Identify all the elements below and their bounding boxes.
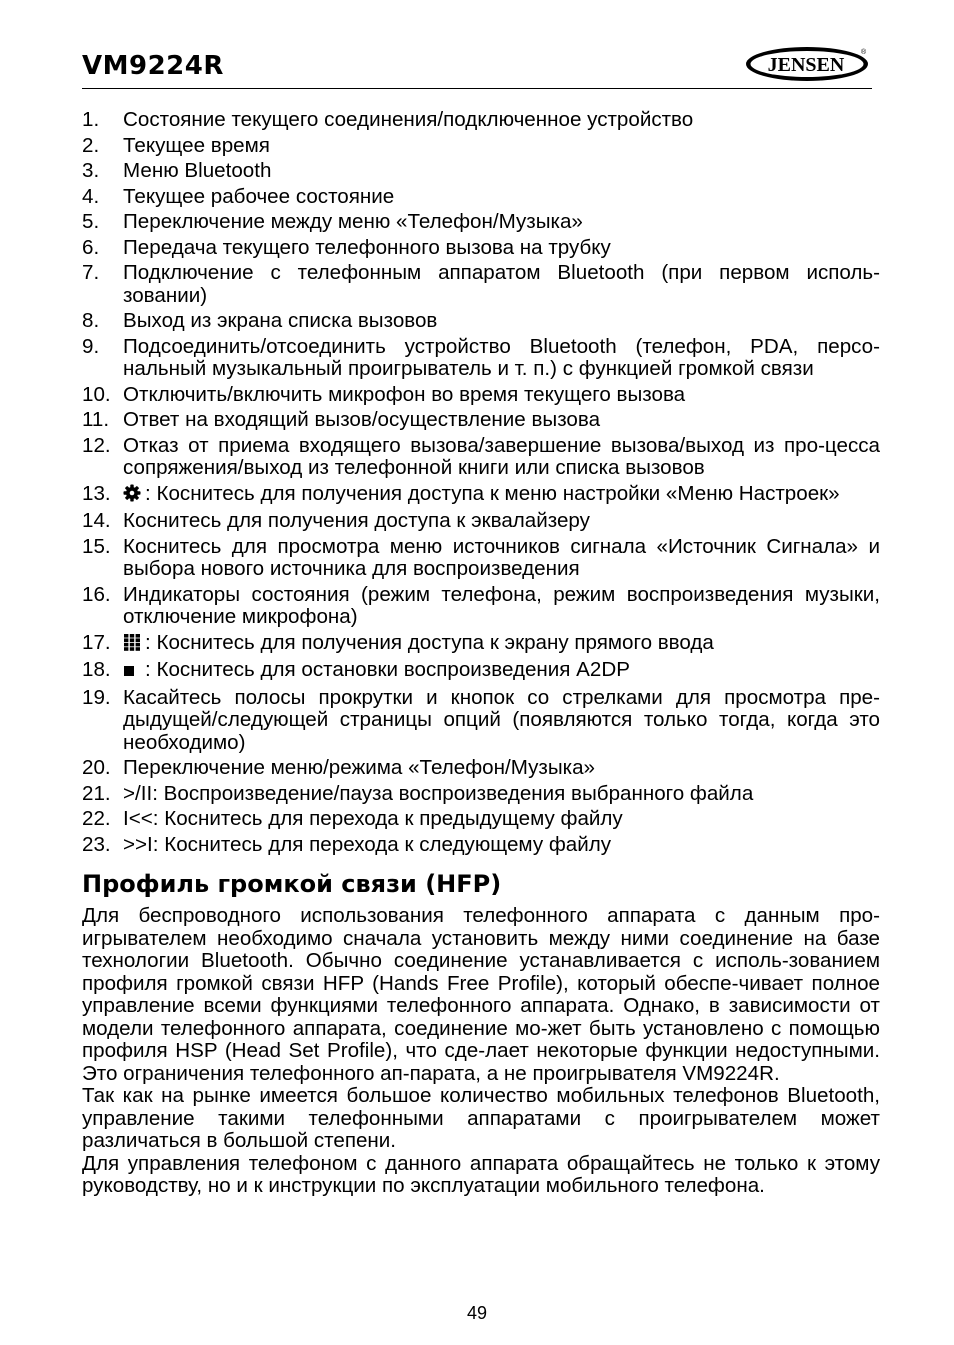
- item-text: Ответ на входящий вызов/осуществление вызова: [123, 408, 601, 431]
- item-number: 5.: [82, 210, 100, 233]
- item-text: Отключить/включить микрофон во время текущего вызова: [123, 382, 686, 406]
- item-text: Выход из экрана списка вызовов: [123, 309, 438, 332]
- item-text: Текущее время: [123, 133, 270, 157]
- list-item: [82, 409, 880, 432]
- feature-list: [82, 109, 880, 859]
- list-item: [82, 659, 880, 684]
- model-name: VM9224R: [82, 51, 224, 81]
- page-number: 49: [466, 1303, 488, 1323]
- list-item: [82, 510, 880, 533]
- logo-registered-mark: ®: [861, 49, 867, 56]
- list-item: [82, 783, 880, 806]
- item-text: Подключение с телефонным аппаратом Bluetooth (при первом исполь-зовании): [123, 261, 880, 307]
- list-item: [82, 808, 880, 831]
- section-body: [82, 905, 880, 1198]
- item-number: 15.: [82, 534, 111, 558]
- list-item: [82, 237, 880, 260]
- item-number: 14.: [82, 509, 111, 532]
- jensen-logo: [744, 44, 872, 84]
- list-item: [82, 584, 880, 629]
- item-text: Меню Bluetooth: [123, 159, 272, 182]
- stop-icon: [123, 661, 141, 684]
- list-item: [82, 336, 880, 381]
- item-text: Текущее рабочее состояние: [123, 184, 395, 208]
- gear-icon: [123, 484, 141, 508]
- item-number: 12.: [82, 433, 111, 457]
- item-text: >/II: Воспроизведение/пауза воспроизведения выбранного файла: [123, 781, 754, 805]
- item-number: 4.: [82, 184, 100, 208]
- section-title: Профиль громкой связи (HFP): [82, 870, 502, 898]
- item-number: 23.: [82, 832, 111, 856]
- item-number: 21.: [82, 781, 111, 805]
- item-text: Касайтесь полосы прокрутки и кнопок со стрелками для просмотра пре-дыдущей/следующей страницы опций (появляются только тогда, когда это необходимо): [123, 685, 880, 754]
- item-number: 6.: [82, 235, 100, 259]
- item-number: 7.: [82, 261, 100, 284]
- item-number: 19.: [82, 685, 111, 709]
- item-number: 17.: [82, 630, 111, 654]
- item-text: Подсоединить/отсоединить устройство Bluetooth (телефон, PDA, персо-нальный музыкальный проигрыватель и т. п.) с функцией громкой связи: [123, 334, 880, 380]
- list-item: [82, 435, 880, 480]
- logo-text: JENSEN: [767, 54, 845, 76]
- item-number: 2.: [82, 133, 100, 157]
- item-number: 13.: [82, 481, 111, 505]
- item-text: >>I: Коснитесь для перехода к следующему файлу: [123, 832, 612, 856]
- item-number: 16.: [82, 582, 111, 606]
- list-item: [82, 109, 880, 132]
- item-text: Передача текущего телефонного вызова на трубку: [123, 235, 611, 259]
- item-text: Индикаторы состояния (режим телефона, режим воспроизведения музыки, отключение микрофона): [123, 582, 880, 628]
- item-number: 18.: [82, 658, 111, 681]
- item-text: Переключение меню/режима «Телефон/Музыка»: [123, 756, 595, 779]
- paragraph: Так как на рынке имеется большое количество мобильных телефонов Bluetooth, управление такими телефонными аппаратами с проигрывателем может различаться в большой степени.: [82, 1084, 880, 1152]
- item-text: Состояние текущего соединения/подключенное устройство: [123, 108, 694, 131]
- item-number: 8.: [82, 309, 100, 332]
- list-item: [82, 310, 880, 333]
- list-item: [82, 483, 880, 508]
- item-text: : Коснитесь для получения доступа к меню настройки «Меню Настроек»: [145, 481, 840, 505]
- item-text: Коснитесь для получения доступа к эквалайзеру: [123, 509, 590, 532]
- keypad-icon: [123, 633, 141, 657]
- item-number: 20.: [82, 756, 111, 779]
- item-text: : Коснитесь для остановки воспроизведения A2DP: [145, 658, 630, 681]
- paragraph: Для беспроводного использования телефонного аппарата с данным про-игрывателем необходимо сначала установить между ними соединение на базе технологии Bluetooth. Обычно соединение устанавливается с исполь-зованием профиля громкой связи HFP (Hands Free Profile), который обеспе-чивает полное управление всеми функциями телефонного аппарата. Однако, в зависимости от модели телефонного аппарата, соединение мо-жет быть установлено с помощью профиля HSP (Head Set Profile), что сде-лает некоторые функции недоступными. Это ограничения телефонного ап-парата, а не проигрывателя VM9224R.: [82, 904, 880, 1085]
- list-item: [82, 632, 880, 657]
- item-text: I<<: Коснитесь для перехода к предыдущему файлу: [123, 807, 623, 830]
- item-number: 9.: [82, 334, 100, 358]
- list-item: [82, 757, 880, 780]
- list-item: [82, 211, 880, 234]
- item-number: 11.: [82, 408, 110, 431]
- item-text: Переключение между меню «Телефон/Музыка»: [123, 210, 583, 233]
- page-header: [82, 44, 872, 89]
- item-number: 3.: [82, 159, 100, 182]
- list-item: [82, 536, 880, 581]
- item-text: Коснитесь для просмотра меню источников сигнала «Источник Сигнала» и выбора нового источника для воспроизведения: [123, 534, 880, 580]
- item-text: : Коснитесь для получения доступа к экрану прямого ввода: [145, 630, 714, 654]
- item-number: 22.: [82, 807, 111, 830]
- list-item: [82, 135, 880, 158]
- list-item: [82, 262, 880, 307]
- item-number: 10.: [82, 382, 111, 406]
- list-item: [82, 687, 880, 755]
- item-text: Отказ от приема входящего вызова/завершение вызова/выход из про-цесса сопряжения/выход из телефонной книги или списка вызовов: [123, 433, 880, 479]
- paragraph: Для управления телефоном с данного аппарата обращайтесь не только к этому руководству, но и к инструкции по эксплуатации мобильного телефона.: [82, 1151, 880, 1197]
- list-item: [82, 834, 880, 857]
- list-item: [82, 186, 880, 209]
- item-number: 1.: [82, 108, 100, 131]
- list-item: [82, 160, 880, 183]
- list-item: [82, 384, 880, 407]
